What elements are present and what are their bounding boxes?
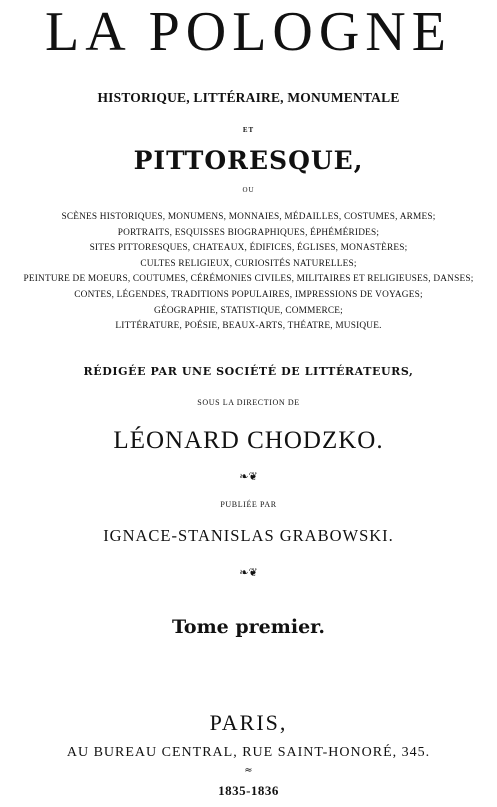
publication-dates: 1835-1836 — [218, 783, 279, 798]
direction-label: SOUS LA DIRECTION DE — [197, 398, 300, 407]
publisher-address: AU BUREAU CENTRAL, RUE SAINT-HONORÉ, 345. — [66, 745, 431, 760]
contents-line: CONTES, LÉGENDES, TRADITIONS POPULAIRES, IMPRESSIONS DE VOYAGES; — [74, 289, 423, 300]
book-subtitle: HISTORIQUE, LITTÉRAIRE, MONUMENTALE — [97, 90, 400, 105]
volume-label: Tome premier. — [171, 616, 326, 638]
ornament-icon: ≈ — [244, 765, 253, 776]
contents-line: SITES PITTORESQUES, CHATEAUX, ÉDIFICES, ÉGLISES, MONASTÈRES; — [89, 243, 408, 254]
contents-line: SCÈNES HISTORIQUES, MONUMENS, MONNAIES, MÉDAILLES, COSTUMES, ARMES; — [61, 212, 436, 222]
published-label: PUBLIÉE PAR — [220, 500, 277, 509]
pittoresque-heading: PITTORESQUE, — [133, 146, 364, 175]
contents-line: CULTES RELIGIEUX, CURIOSITÉS NATURELLES; — [140, 258, 357, 269]
city: PARIS, — [209, 710, 288, 735]
publisher-name: IGNACE-STANISLAS GRABOWSKI. — [103, 526, 394, 545]
book-title: LA POLOGNE — [45, 1, 452, 63]
conjunction-ou: OU — [242, 186, 255, 194]
contents-list — [0, 210, 497, 335]
conjunction-et: ET — [242, 126, 255, 134]
contents-line: PEINTURE DE MOEURS, COUTUMES, CÉRÉMONIES CIVILES, MILITAIRES ET RELIGIEUSES, DANSES; — [23, 274, 474, 285]
director-name: LÉONARD CHODZKO. — [113, 427, 384, 454]
ornament-icon: ❧❦ — [239, 566, 258, 579]
ornament-icon: ❧❦ — [239, 470, 258, 483]
contents-line: GÉOGRAPHIE, STATISTIQUE, COMMERCE; — [154, 305, 343, 316]
contents-line: PORTRAITS, ESQUISSES BIOGRAPHIQUES, ÉPHÉMÉRIDES; — [117, 227, 380, 238]
contents-line: LITTÉRATURE, POÉSIE, BEAUX-ARTS, THÉATRE, MUSIQUE. — [115, 321, 382, 332]
redigee-line: RÉDIGÉE PAR UNE SOCIÉTÉ DE LITTÉRATEURS, — [83, 365, 414, 378]
